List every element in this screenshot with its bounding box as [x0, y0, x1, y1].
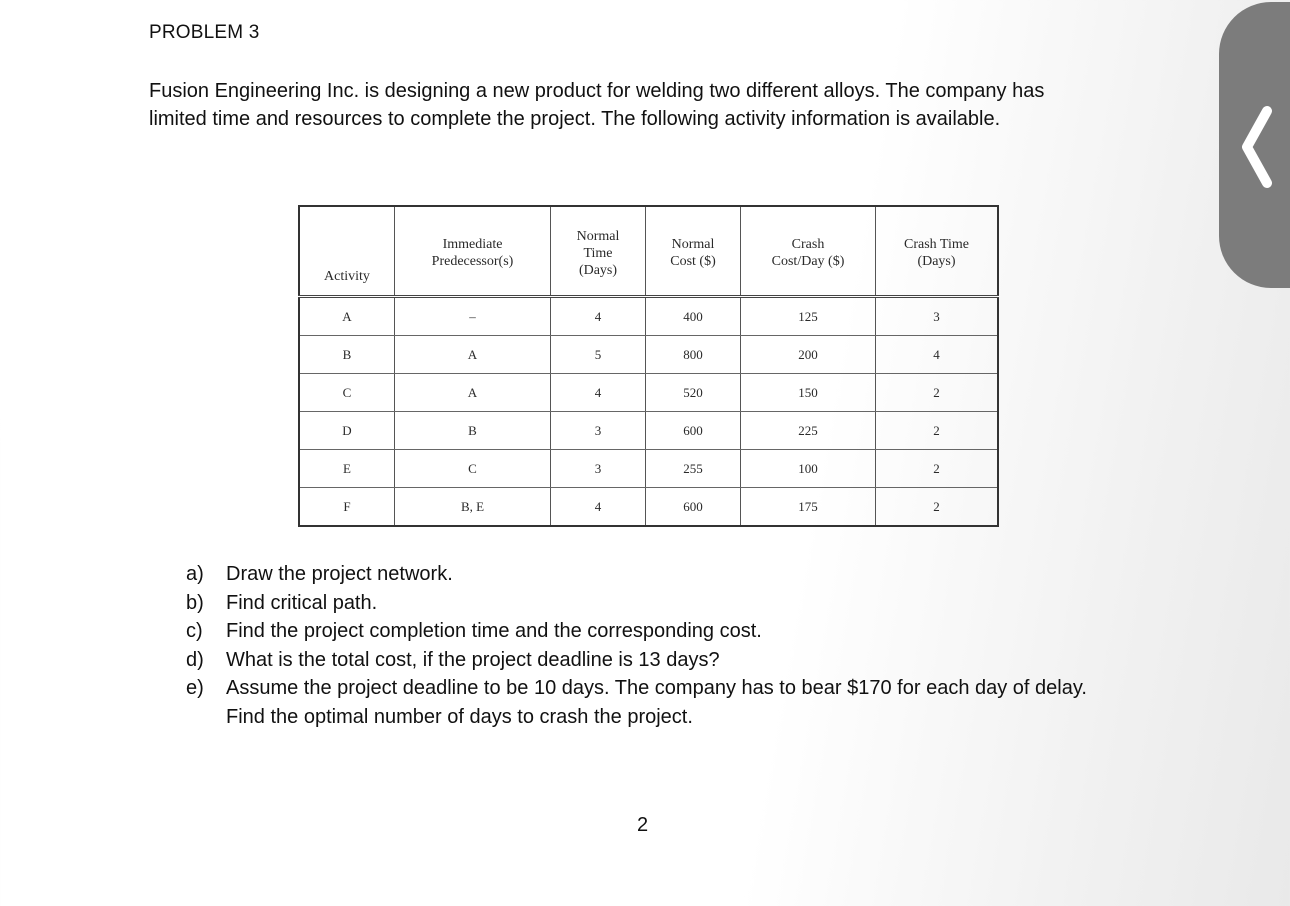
cell-normal-cost: 255: [646, 450, 741, 488]
cell-crash-cost-per-day: 200: [741, 336, 876, 374]
table-row: [299, 450, 998, 488]
question-text: Assume the project deadline to be 10 days. The company has to bear $170 for each day of delay.: [226, 677, 1087, 700]
question-text: Find the project completion time and the corresponding cost.: [226, 620, 762, 643]
cell-crash-time: 2: [876, 450, 999, 488]
table-row: [299, 336, 998, 374]
table-row: [299, 297, 998, 336]
cell-crash-cost-per-day: 175: [741, 488, 876, 527]
cell-normal-time: 5: [551, 336, 646, 374]
problem-intro: [149, 77, 1149, 133]
header-crash-cost-per-day: Crash Cost/Day ($): [741, 206, 876, 297]
intro-line: limited time and resources to complete the project. The following activity information is available.: [149, 108, 1001, 130]
cell-normal-time: 4: [551, 488, 646, 527]
cell-normal-cost: 400: [646, 297, 741, 336]
cell-crash-time: 4: [876, 336, 999, 374]
cell-activity: F: [299, 488, 395, 527]
question-item: [186, 646, 1186, 675]
chevron-left-icon: [1239, 105, 1275, 189]
cell-activity: B: [299, 336, 395, 374]
cell-normal-time: 4: [551, 297, 646, 336]
question-item: [186, 674, 1186, 731]
question-label: b): [186, 591, 204, 614]
cell-crash-cost-per-day: 100: [741, 450, 876, 488]
cell-crash-time: 2: [876, 374, 999, 412]
cell-activity: E: [299, 450, 395, 488]
cell-activity: A: [299, 297, 395, 336]
cell-activity: C: [299, 374, 395, 412]
cell-crash-time: 2: [876, 412, 999, 450]
table-row: [299, 374, 998, 412]
activity-table-container: [298, 205, 999, 514]
problem-heading: PROBLEM 3: [149, 22, 260, 43]
page-number: 2: [637, 814, 649, 836]
intro-line: Fusion Engineering Inc. is designing a new product for welding two different alloys. The company has: [149, 80, 1045, 102]
question-text: Draw the project network.: [226, 563, 453, 585]
cell-predecessors: A: [395, 374, 551, 412]
cell-predecessors: C: [395, 450, 551, 488]
cell-predecessors: A: [395, 336, 551, 374]
cell-crash-cost-per-day: 225: [741, 412, 876, 450]
activity-table: [298, 205, 999, 527]
cell-crash-cost-per-day: 125: [741, 297, 876, 336]
cell-normal-cost: 800: [646, 336, 741, 374]
header-crash-time: Crash Time (Days): [876, 206, 999, 297]
question-label: a): [186, 563, 204, 585]
cell-normal-cost: 600: [646, 488, 741, 527]
cell-activity: D: [299, 412, 395, 450]
question-label: d): [186, 648, 204, 671]
question-text: Find the optimal number of days to crash the project.: [226, 705, 693, 728]
question-label: e): [186, 677, 204, 700]
cell-predecessors: B: [395, 412, 551, 450]
cell-normal-cost: 520: [646, 374, 741, 412]
table-header-row: [299, 206, 998, 297]
header-predecessors: Immediate Predecessor(s): [395, 206, 551, 297]
cell-predecessors: –: [395, 297, 551, 336]
cell-normal-time: 4: [551, 374, 646, 412]
header-normal-cost: Normal Cost ($): [646, 206, 741, 297]
cell-predecessors: B, E: [395, 488, 551, 527]
cell-normal-time: 3: [551, 450, 646, 488]
question-label: c): [186, 620, 203, 643]
cell-crash-cost-per-day: 150: [741, 374, 876, 412]
cell-normal-time: 3: [551, 412, 646, 450]
cell-normal-cost: 600: [646, 412, 741, 450]
question-list: [186, 560, 1186, 732]
header-normal-time: Normal Time (Days): [551, 206, 646, 297]
side-panel-tab[interactable]: [1219, 2, 1290, 288]
table-row: [299, 412, 998, 450]
cell-crash-time: 3: [876, 297, 999, 336]
question-item: [186, 617, 1186, 646]
question-item: [186, 589, 1186, 618]
table-row: [299, 488, 998, 527]
question-text: Find critical path.: [226, 591, 378, 614]
header-activity: Activity: [299, 206, 395, 297]
question-text: What is the total cost, if the project deadline is 13 days?: [226, 648, 720, 671]
question-item: [186, 560, 1186, 589]
cell-crash-time: 2: [876, 488, 999, 527]
